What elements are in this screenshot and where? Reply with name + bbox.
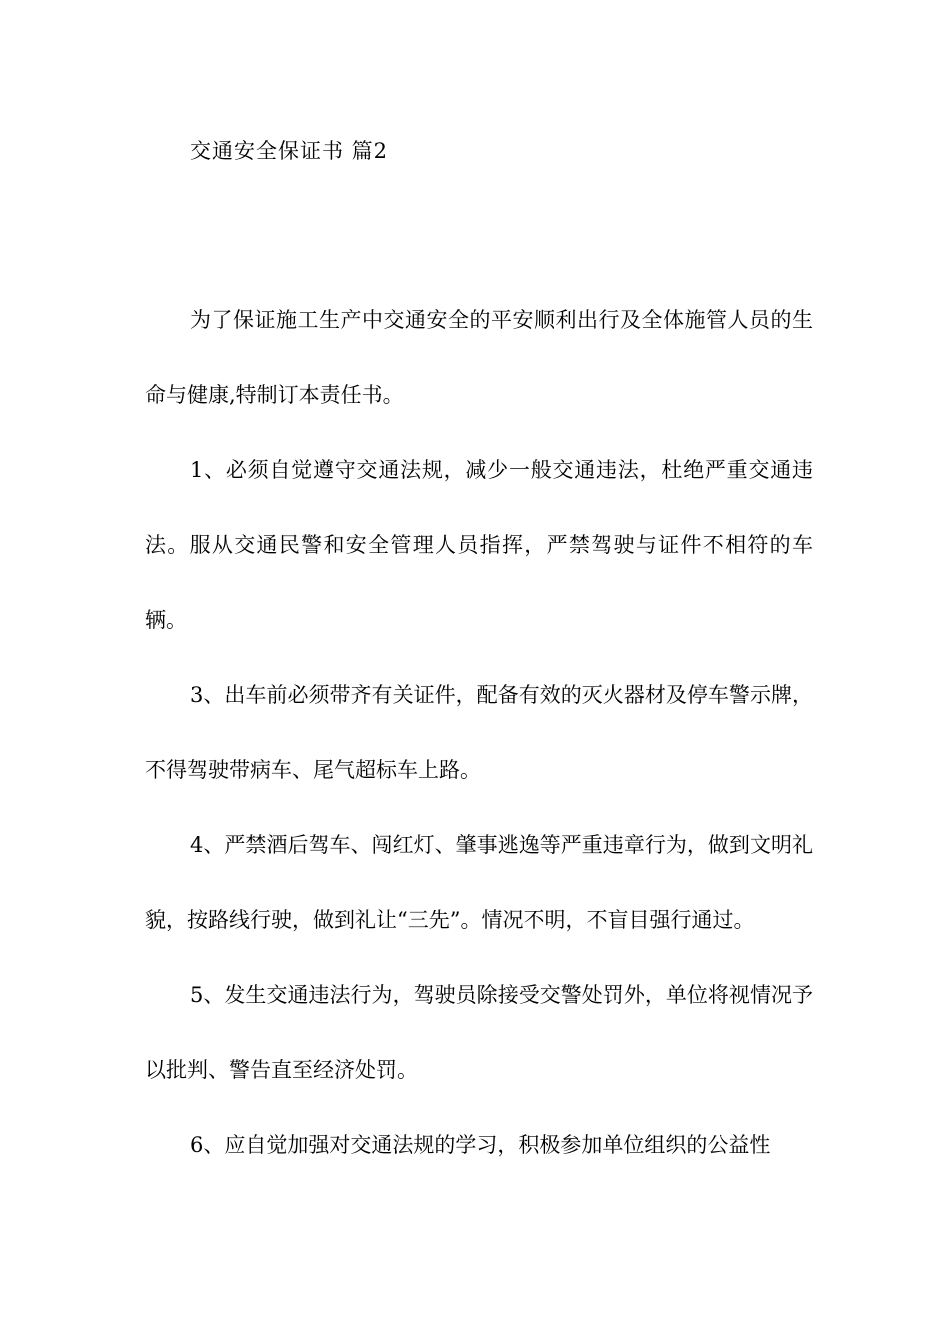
paragraph-item-4: 4、严禁酒后驾车、闯红灯、肇事逃逸等严重违章行为，做到文明礼貌，按路线行驶，做到礼让“三先”。情况不明，不盲目强行通过。 (145, 833, 813, 932)
paragraph-item-6: 6、应自觉加强对交通法规的学习，积极参加单位组织的公益性 (190, 1133, 771, 1157)
paragraph-item-3: 3、出车前必须带齐有关证件，配备有效的灭火器材及停车警示牌，不得驾驶带病车、尾气超标车上路。 (145, 683, 813, 782)
document-title: 交通安全保证书 篇2 (190, 139, 389, 163)
document-body (145, 283, 813, 1183)
paragraph-intro: 为了保证施工生产中交通安全的平安顺利出行及全体施管人员的生命与健康,特制订本责任书。 (145, 308, 813, 407)
paragraph-item-1: 1、必须自觉遵守交通法规，减少一般交通违法，杜绝严重交通违法。服从交通民警和安全管理人员指挥，严禁驾驶与证件不相符的车辆。 (145, 458, 813, 632)
paragraph-item-5: 5、发生交通违法行为，驾驶员除接受交警处罚外，单位将视情况予以批判、警告直至经济处罚。 (145, 983, 813, 1082)
